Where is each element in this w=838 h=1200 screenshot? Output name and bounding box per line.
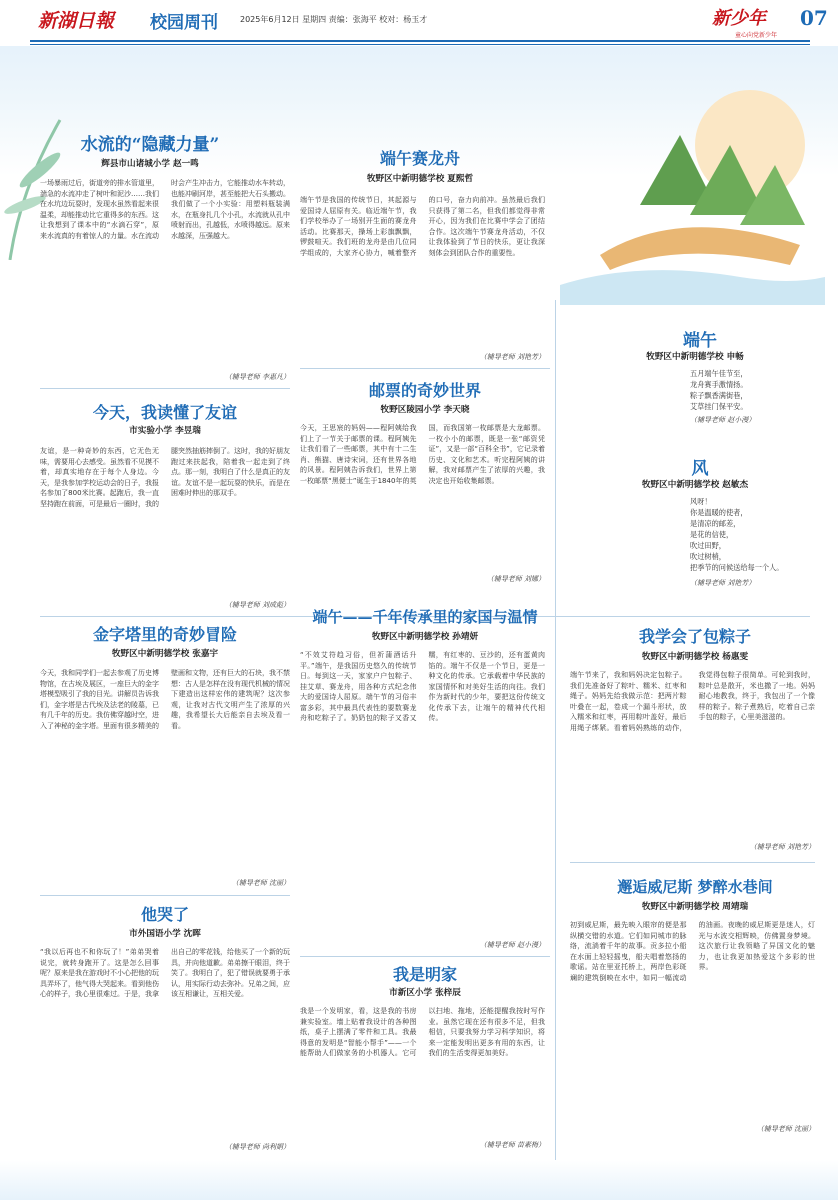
article-author: 牧野区中新明德学校 周靖瑞	[641, 902, 749, 912]
poem-title: 风	[691, 459, 709, 479]
article-title: 邮票的奇妙世界	[368, 381, 481, 400]
header-rule	[30, 40, 810, 42]
divider	[300, 956, 550, 957]
article-editor: （辅导老师 沈丽）	[756, 1125, 815, 1133]
article-editor: （辅导老师 刘艳芳）	[749, 843, 815, 851]
article-body: 今天，王思宸的妈妈——程阿姨给我们上了一节关于邮票的课。程阿姨先让我们看了一些邮票，其中有十二生肖、熊猫、唐诗宋词，还有世界各地的风景。程阿姨告诉我们，世界上第一枚邮票“黑便士”诞生于1840年的英国，而我国第一枚邮票是大龙邮票。一枚小小的邮票，既是一张“邮资凭证”，又是一部“百科全书”，它记录着历史、文化和艺术。听完程阿姨的讲解，我对邮票产生了浓厚的兴趣，我决定也开始收集邮票。	[300, 424, 545, 485]
newspaper-logo: 新湖日報	[38, 10, 115, 32]
article-title: 端午——千年传承里的家国与温情	[312, 608, 538, 626]
header-rule-thin	[30, 44, 810, 45]
article-body: 初到威尼斯，最先映入眼帘的便是那纵横交错的水道。它们如同城市的脉络，流淌着千年的故事。贡多拉小船在水面上轻轻摇曳，船夫唱着悠扬的歌谣。站在里亚托桥上，两岸色彩斑斓的建筑倒映在水中，如同一幅流动的油画。夜晚的威尼斯更是迷人，灯光与水波交相辉映，仿佛置身梦境。这次旅行让我领略了异国文化的魅力，也让我更加热爱这个多彩的世界。	[570, 921, 815, 982]
article-editor: （辅导老师 李惠凡）	[224, 373, 290, 381]
article-editor: （辅导老师 苗素梅）	[479, 1141, 545, 1149]
section-title: 校园周刊	[150, 13, 218, 33]
article-editor: （辅导老师 赵小漫）	[479, 941, 545, 949]
brand-logo: 新少年	[712, 8, 766, 29]
poem-title: 端午	[683, 331, 717, 351]
article-title: 端午赛龙舟	[379, 149, 460, 168]
article-editor: （辅导老师 刘成彪）	[224, 601, 290, 609]
article-author: 市新区小学 张梓辰	[389, 988, 461, 998]
article-title: 他哭了	[140, 905, 189, 924]
poem-lines: 风呀！ 你是温暖的使者， 是清凉的邮差， 是花的信使， 吹过田野， 吹过树梢， 把季节的问候送给每一个人。	[690, 497, 784, 572]
poem-author: 牧野区中新明德学校 赵敏杰	[641, 480, 749, 490]
article-body: 我是一个发明家，看，这是我的书房兼实验室。墙上贴着我设计的各种图纸，桌子上摆满了零件和工具。我最得意的发明是“智能小帮手”——一个能帮助人们做家务的小机器人。它可以扫地、拖地，还能提醒我按时写作业。虽然它现在还有很多不足，但我相信，只要我努力学习科学知识，将来一定能发明出更多有用的东西，让我们的生活变得更加美好。	[300, 1007, 545, 1057]
article-author: 牧野区中新明德学校 杨惠雯	[641, 652, 749, 662]
article-editor: （辅导老师 沈丽）	[231, 879, 290, 887]
article-title: 今天，我读懂了友谊	[92, 403, 237, 422]
article-body: 今天，我和同学们一起去参观了历史博物馆，在古埃及展区，一座巨大的金字塔模型吸引了我的目光。讲解员告诉我们，金字塔是古代埃及法老的陵墓，已有几千年的历史。我仿佛穿越时空，进入了神秘的金字塔。里面有很多精美的壁画和文物，还有巨大的石块，我不禁想：古人是怎样在没有现代机械的情况下建造出这样宏伟的建筑呢？这次参观，让我对古代文明产生了浓厚的兴趣，我希望长大后能亲自去埃及看一看。	[40, 669, 290, 730]
article-editor: （辅导老师 刘艳芳）	[479, 353, 545, 361]
article-title: 金字塔里的奇妙冒险	[92, 625, 237, 644]
article-title: 邂逅威尼斯 梦醉水巷间	[617, 878, 773, 896]
article-author: 辉县市山诸城小学 赵一鸣	[101, 159, 199, 169]
poem-author: 牧野区中新明德学校 申畅	[646, 352, 744, 362]
article-author: 牧野区中新明德学校 夏熙哲	[366, 174, 474, 184]
article-author: 市实验小学 李昱瑞	[129, 426, 201, 436]
zongzi-dragonboat-illustration	[540, 55, 830, 305]
divider	[300, 368, 550, 369]
article-title: 我是明家	[392, 965, 457, 984]
article-author: 牧野区中新明德学校 张嘉宇	[111, 649, 219, 659]
divider	[40, 388, 290, 389]
background-band-bottom	[0, 1160, 838, 1200]
page-number: 07	[800, 6, 828, 30]
column-divider	[555, 300, 556, 1160]
article-author: 牧野区中新明德学校 孙靖妍	[371, 632, 479, 642]
poem-lines: 五月端午佳节至， 龙舟赛手激情扬。 粽子飘香满街巷， 艾草挂门保平安。	[690, 369, 748, 411]
divider	[40, 895, 290, 896]
poem-editor: （辅导老师 刘艳芳）	[690, 579, 756, 587]
article-author: 牧野区陵园小学 李天晓	[380, 405, 470, 415]
article-body: “不效艾符趋习俗，但祈蒲酒话升平。”端午，是我国历史悠久的传统节日。每到这一天，家家户户包粽子、挂艾草、赛龙舟，用各种方式纪念伟大的爱国诗人屈原。端午节的习俗丰富多彩，其中最具代表性的要数赛龙舟和吃粽子了。奶奶包的粽子又香又糯，有红枣的、豆沙的，还有蛋黄肉馅的。端午不仅是一个节日，更是一种文化的传承。它承载着中华民族的家国情怀和对美好生活的向往。我们作为新时代的少年，要把这份传统文化传承下去，让端午的精神代代相传。	[300, 651, 545, 722]
divider	[570, 862, 815, 863]
article-editor: （辅导老师 刘娜）	[486, 575, 545, 583]
article-body: “我以后再也不和你玩了！”弟弟哭着说完，就转身跑开了。这是怎么回事呢？原来是我在游戏时不小心把他的玩具弄坏了，他气得大哭起来。看到他伤心的样子，我心里很难过。于是，我拿出自己的零花钱，给他买了一个新的玩具，并向他道歉。弟弟擦干眼泪，终于笑了。我明白了，犯了错误就要勇于承认，用实际行动去弥补。兄弟之间，应该互相谦让，互相关爱。	[40, 948, 290, 998]
article-title: 水流的“隐藏力量”	[80, 135, 220, 155]
issue-meta: 2025年6月12日 星期四 责编：张海平 校对：杨玉才	[240, 15, 428, 24]
article-author: 市外国语小学 沈晖	[129, 929, 201, 939]
poem-editor: （辅导老师 赵小漫）	[690, 416, 756, 424]
article-body: 一场暴雨过后，街道旁的排水管道里，湍急的水流冲走了树叶和泥沙……我们在水坑边玩耍时，发现水虽然看起来很温柔，却能推动比它重得多的东西。这让我想到了课本中的“水滴石穿”，原来水流真的有着惊人的力量。水在流动时会产生冲击力，它能推动水车转动，也能冲刷河岸，甚至能把大石头搬动。我们做了一个小实验：用塑料瓶装满水，在瓶身扎几个小孔，水流就从孔中喷射而出，孔越低，水喷得越远。原来水越深，压强越大。	[40, 179, 290, 240]
article-body: 端午节来了，我和妈妈决定包粽子。我们先准备好了粽叶、糯米、红枣和绳子。妈妈先给我做示范：把两片粽叶叠在一起，卷成一个漏斗形状，放入糯米和红枣，再用粽叶盖好，最后用绳子绑紧。看着妈妈熟练的动作，我觉得包粽子很简单。可轮到我时，粽叶总是散开，米也撒了一地。妈妈耐心地教我，终于，我包出了一个像样的粽子。粽子煮熟后，吃着自己亲手包的粽子，心里美滋滋的。	[570, 671, 815, 732]
article-body: 端午节是我国的传统节日，其起源与爱国诗人屈原有关。临近端午节，我们学校举办了一场别开生面的赛龙舟活动。比赛那天，操场上彩旗飘飘，锣鼓喧天。我们班的龙舟是由几位同学组成的，大家齐心协力，喊着整齐的口号，奋力向前冲。虽然最后我们只获得了第二名，但我们都觉得非常开心，因为我们在比赛中学会了团结合作。这次端午节赛龙舟活动，不仅让我体验到了节日的快乐，更让我深刻体会到团队合作的重要性。	[300, 196, 545, 257]
article-title: 我学会了包粽子	[638, 627, 751, 646]
article-body: 友谊，是一种奇妙的东西，它无色无味，需要用心去感受。虽然看不见摸不着，却真实地存在于每个人身边。今天，是我参加学校运动会的日子，我报名参加了800米比赛。起跑后，我一直坚持跑在前面，可是最后一圈时，我的腿突然抽筋摔倒了。这时，我的好朋友跑过来扶起我，陪着我一起走到了终点。那一刻，我明白了什么是真正的友谊。友谊不是一起玩耍的快乐，而是在困难时伸出的那双手。	[40, 447, 290, 508]
brand-slogan: 童心向党新少年	[735, 32, 778, 39]
article-editor: （辅导老师 尚利娟）	[224, 1143, 290, 1151]
